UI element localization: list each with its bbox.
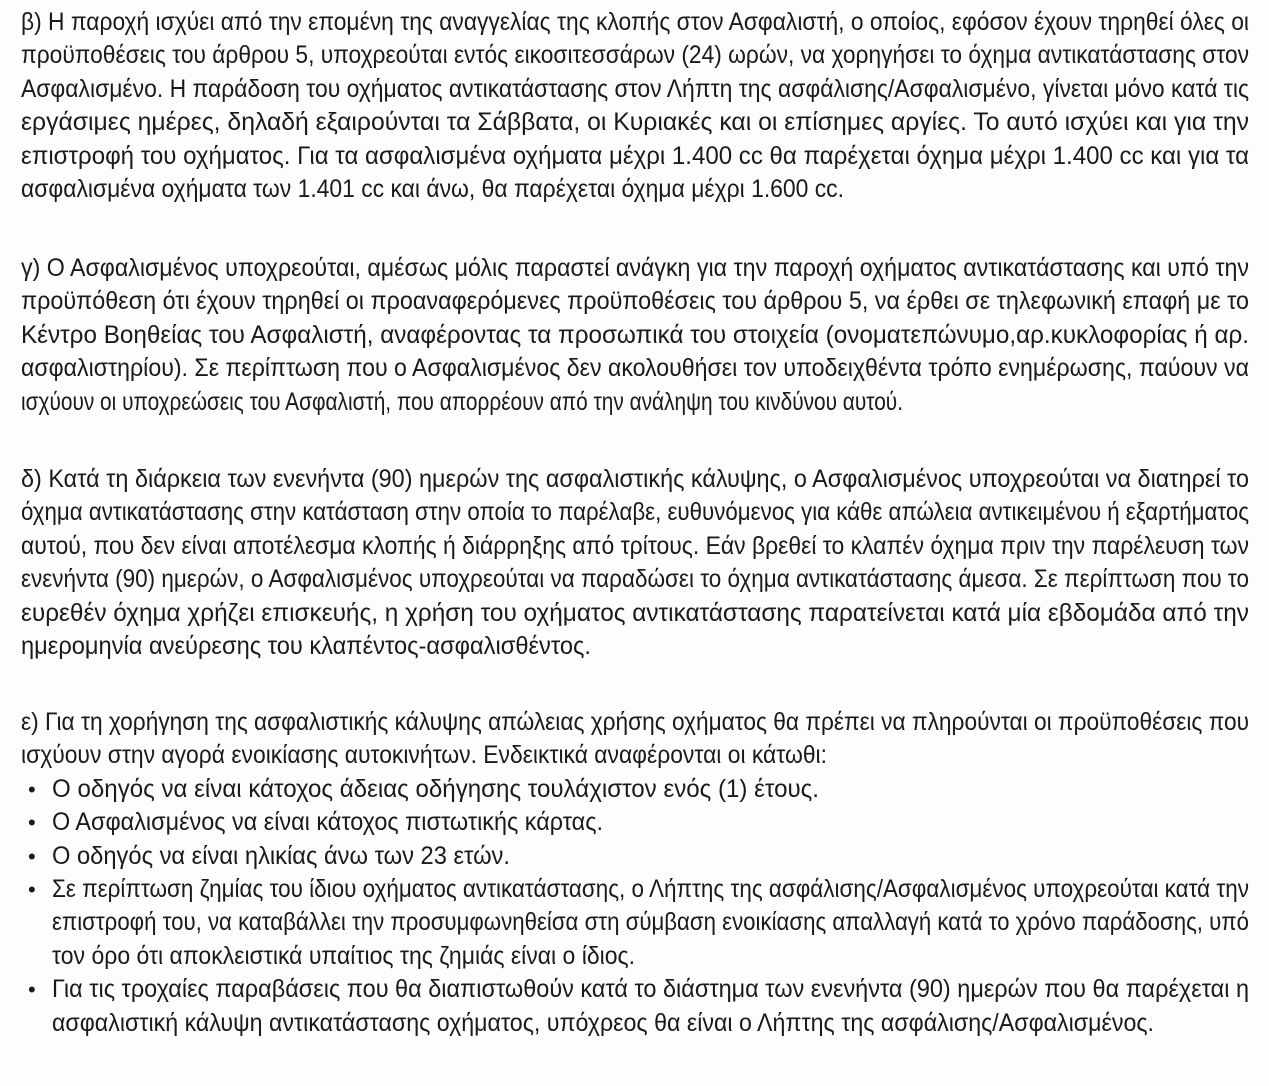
requirements-list [21, 773, 1251, 1040]
bullet-icon: • [28, 977, 36, 1003]
text-line: Κέντρο Βοηθείας του Ασφαλιστή, αναφέροντας τα προσωπικά του στοιχεία (ονοματεπώνυμο,αρ.κυκλοφορίας ή αρ. [21, 320, 1249, 349]
text-line: όχημα αντικατάστασης στην κατάσταση στην οποία το παρέλαβε, ευθυνόμενος για κάθε απώλεια αντικειμένου ή εξαρτήματος [21, 498, 1249, 527]
text-line: προϋπόθεση ότι έχουν τηρηθεί οι προαναφερόμενες προϋποθέσεις του άρθρου 5, να έρθει σε τηλεφωνική επαφή με το [21, 287, 1249, 316]
paragraph-delta [21, 463, 1251, 663]
bullet-icon: • [28, 876, 36, 902]
text-line: ενενήντα (90) ημερών, ο Ασφαλισμένος υποχρεούται να παραδώσει το όχημα αντικατάστασης άμεσα. Σε περίπτωση που το [21, 565, 1249, 594]
text-line: τον όρο ότι αποκλειστικά υπαίτιος της ζημιάς είναι ο ίδιος. [52, 941, 635, 970]
text-line: εργάσιμες ημέρες, δηλαδή εξαιρούνται τα Σάββατα, οι Κυριακές και οι επίσημες αργίες. Το αυτό ισχύει και για την [21, 108, 1249, 137]
text-line: Ο οδηγός να είναι κάτοχος άδειας οδήγησης τουλάχιστον ενός (1) έτους. [52, 774, 819, 803]
text-line: Ασφαλισμένο. Η παράδοση του οχήματος αντικατάστασης στον Λήπτη της ασφάλισης/Ασφαλισμένο, γίνεται μόνο κατά τις [21, 74, 1249, 103]
list-item [21, 873, 1251, 973]
list-item [21, 806, 1251, 839]
text-line: δ) Κατά τη διάρκεια των ενενήντα (90) ημερών της ασφαλιστικής κάλυψης, ο Ασφαλισμένος υποχρεούται να διατηρεί το [21, 465, 1249, 493]
text-line: αυτού, που δεν είναι αποτέλεσμα κλοπής ή διάρρηξης από τρίτους. Εάν βρεθεί το κλαπέν όχημα πριν την παρέλευση των [21, 531, 1249, 560]
paragraph-gamma [21, 252, 1251, 419]
text-line: ισχύουν οι υποχρεώσεις του Ασφαλιστή, που απορρέουν από την ανάληψη του κινδύνου αυτού. [21, 387, 903, 416]
list-item [21, 973, 1251, 1040]
text-line: ασφαλιστηρίου). Σε περίπτωση που ο Ασφαλισμένος δεν ακολουθήσει τον υποδειχθέντα τρόπο ενημέρωσης, παύουν να [21, 354, 1249, 383]
text-line: ισχύουν στην αγορά ενοικίασης αυτοκινήτων. Ενδεικτικά αναφέρονται οι κάτωθι: [21, 741, 827, 770]
text-line: Σε περίπτωση ζημίας του ίδιου οχήματος αντικατάστασης, ο Λήπτης της ασφάλισης/Ασφαλισμένος υποχρεούται κατά την [52, 874, 1249, 903]
text-line: Ο Ασφαλισμένος να είναι κάτοχος πιστωτικής κάρτας. [52, 808, 603, 837]
text-line: γ) Ο Ασφαλισμένος υποχρεούται, αμέσως μόλις παραστεί ανάγκη για την παροχή οχήματος αντικατάστασης και υπό την [21, 254, 1249, 282]
text-line: ευρεθέν όχημα χρήζει επισκευής, η χρήση του οχήματος αντικατάστασης παρατείνεται κατά μία εβδομάδα από την [21, 598, 1249, 627]
text-line: ε) Για τη χορήγηση της ασφαλιστικής κάλυψης απώλειας χρήσης οχήματος θα πρέπει να πληρούνται οι προϋποθέσεις που [21, 708, 1249, 736]
list-item [21, 773, 1251, 806]
bullet-icon: • [28, 810, 36, 836]
paragraph-epsilon [21, 706, 1251, 1040]
bullet-icon: • [28, 776, 36, 802]
list-item [21, 840, 1251, 873]
bullet-icon: • [28, 843, 36, 869]
text-line: ασφαλισμένα οχήματα των 1.401 cc και άνω, θα παρέχεται όχημα μέχρι 1.600 cc. [21, 174, 844, 203]
text-line: προϋποθέσεις του άρθρου 5, υποχρεούται εντός εικοσιτεσσάρων (24) ωρών, να χορηγήσει το όχημα αντικατάστασης στον [21, 41, 1249, 70]
text-line: Για τις τροχαίες παραβάσεις που θα διαπιστωθούν κατά το διάστημα των ενενήντα (90) ημερών που θα παρέχεται η [52, 975, 1249, 1004]
paragraph-beta [21, 6, 1251, 206]
text-line: ημερομηνία ανεύρεσης του κλαπέντος-ασφαλισθέντος. [21, 631, 591, 660]
text-line: Ο οδηγός να είναι ηλικίας άνω των 23 ετών. [52, 841, 510, 870]
text-line: επιστροφή του, να καταβάλλει την προσυμφωνηθείσα στη σύμβαση ενοικίασης απαλλαγή κατά το χρόνο παράδοσης, υπό [52, 908, 1249, 937]
text-line: β) Η παροχή ισχύει από την επομένη της αναγγελίας της κλοπής στον Ασφαλιστή, ο οποίος, εφόσον έχουν τηρηθεί όλες οι [21, 8, 1249, 36]
text-line: επιστροφή του οχήματος. Για τα ασφαλισμένα οχήματα μέχρι 1.400 cc θα παρέχεται όχημα μέχρι 1.400 cc και για τα [21, 141, 1249, 170]
text-line: ασφαλιστική κάλυψη αντικατάστασης οχήματος, υπόχρεος θα είναι ο Λήπτης της ασφάλισης/Ασφαλισμένος. [52, 1008, 1154, 1037]
